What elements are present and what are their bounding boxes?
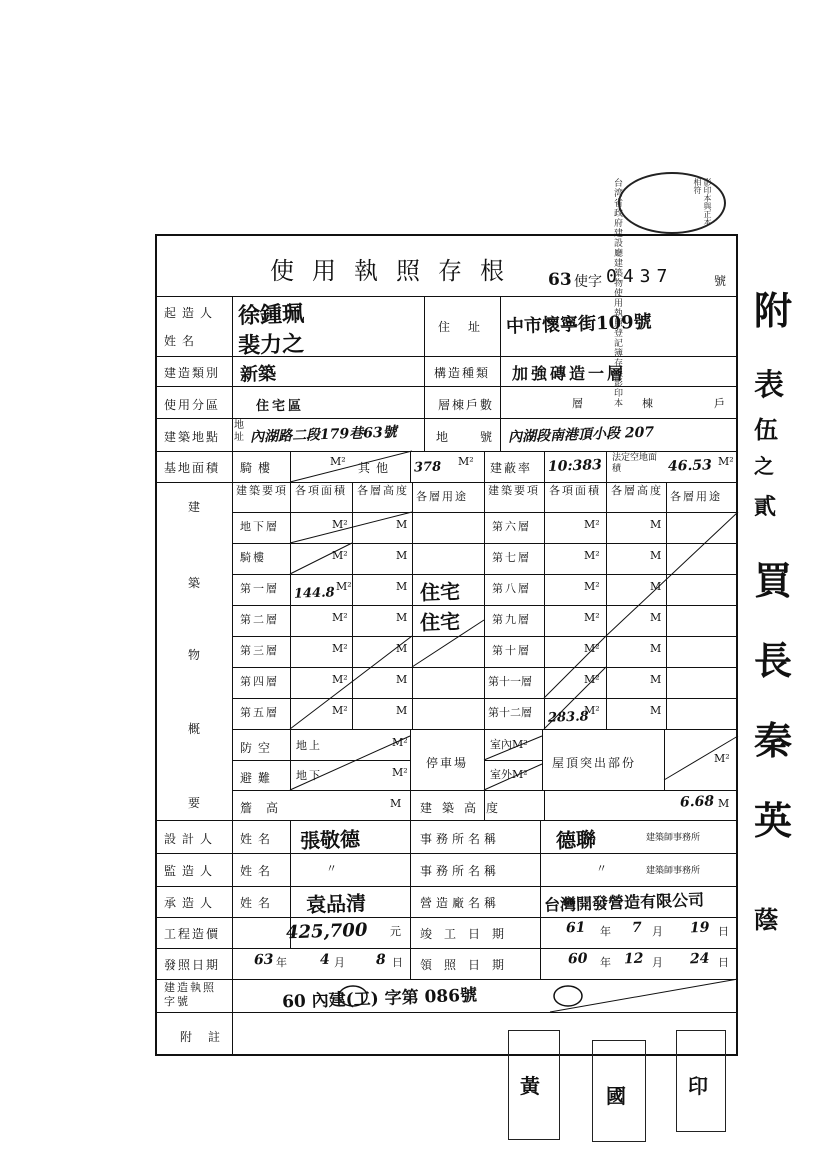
unit-m2: M² xyxy=(584,611,600,624)
label-month: 月 xyxy=(334,956,347,969)
structure-type: 加強磚造一層 xyxy=(512,364,627,383)
unit-m2: M² xyxy=(714,752,730,765)
unit-m2: M² xyxy=(392,766,408,779)
margin-char: 伍 xyxy=(754,415,778,444)
receive-day: 24 xyxy=(689,950,710,968)
unit-m2: M² xyxy=(584,518,600,531)
label-day: 日 xyxy=(718,956,731,969)
floor-label: 第四層 xyxy=(240,675,279,688)
col-area: 各項面積 xyxy=(295,484,347,497)
label-supervisor: 監造人 xyxy=(164,864,219,878)
label-coverage: 建蔽率 xyxy=(490,461,533,475)
margin-char: 買 xyxy=(754,558,793,603)
margin-char: 長 xyxy=(754,638,793,683)
margin-char: 附 xyxy=(754,288,793,333)
floor-label: 第十層 xyxy=(492,644,531,657)
label-day: 日 xyxy=(392,956,405,969)
floor-label: 第九層 xyxy=(492,613,531,626)
label-name: 姓名 xyxy=(240,864,277,878)
label-eaves: 簷高 xyxy=(240,801,293,815)
label-rooftop: 屋頂突出部份 xyxy=(552,756,637,770)
completion-day: 19 xyxy=(689,919,710,937)
issue-day: 8 xyxy=(375,951,387,969)
cost: 425,700 xyxy=(285,919,368,944)
label-indoor: 室內M² xyxy=(490,738,528,751)
floor-label: 地下層 xyxy=(240,520,279,533)
permit-word: 使字 xyxy=(574,274,602,290)
builder-name-1: 徐鍾珮 xyxy=(237,300,305,330)
unit-m2: M² xyxy=(584,673,600,686)
margin-char: 表 xyxy=(754,368,784,403)
col-use: 各層用途 xyxy=(670,490,722,503)
label-name: 姓名 xyxy=(240,896,277,910)
col-height: 各層高度 xyxy=(357,484,409,497)
unit-m: M xyxy=(650,518,662,531)
use-second-floor: 住宅 xyxy=(419,609,461,635)
floor-label: 第八層 xyxy=(492,582,531,595)
building-height: 6.68 xyxy=(679,793,715,811)
page-title: 使用執照存根 xyxy=(270,257,522,285)
unit-m: M xyxy=(718,797,730,810)
unit-m2: M² xyxy=(330,455,346,468)
other-area: 378 xyxy=(413,459,442,476)
label-zoning: 使用分區 xyxy=(164,398,221,412)
col-item: 建築要項 xyxy=(488,484,540,497)
label-year: 年 xyxy=(600,925,613,938)
overview-char: 築 xyxy=(188,576,207,590)
margin-char: 蔭 xyxy=(754,905,778,934)
label-outdoor: 室外M² xyxy=(490,768,528,781)
label-issue-date: 發照日期 xyxy=(164,958,221,972)
label-office-name: 事務所名稱 xyxy=(420,832,501,846)
label-remarks: 附註 xyxy=(180,1030,237,1044)
unit-m: M xyxy=(396,549,408,562)
unit-m2: M² xyxy=(584,642,600,655)
label-name: 姓名 xyxy=(240,832,277,846)
col-use: 各層用途 xyxy=(416,490,468,503)
label-above: 地上 xyxy=(296,739,322,752)
zoning: 住宅區 xyxy=(256,399,305,414)
completion-month: 7 xyxy=(631,919,643,937)
unit-m2: M² xyxy=(332,518,348,531)
floor-label: 第五層 xyxy=(240,706,279,719)
label-site-address: 地址 xyxy=(234,420,246,443)
permit-number: 0437 xyxy=(606,266,674,287)
issue-month: 4 xyxy=(319,951,331,969)
label-structure-type: 構造種類 xyxy=(434,366,491,380)
label-evac: 避難 xyxy=(240,771,277,785)
permit-suffix: 號 xyxy=(714,274,727,288)
unit-m2: M² xyxy=(332,704,348,717)
unit-m: M xyxy=(650,580,662,593)
col-area: 各項面積 xyxy=(549,484,601,497)
supervisor-office-stamp: 建築師事務所 xyxy=(646,866,701,876)
designer-name: 張敬德 xyxy=(299,826,361,854)
unit-m: M xyxy=(650,642,662,655)
label-cost: 工程造價 xyxy=(164,927,221,941)
label-block: 棟 xyxy=(642,397,655,410)
label-parking: 停車場 xyxy=(426,756,469,770)
supervisor-office: 〃 xyxy=(596,862,609,875)
floor-label: 第一層 xyxy=(240,582,279,595)
top-floor-area: 283.8 xyxy=(547,709,589,726)
label-site-location: 建築地點 xyxy=(164,430,221,444)
label-building-type: 建造類別 xyxy=(164,366,221,380)
unit-m2: M² xyxy=(458,455,474,468)
receive-year: 60 xyxy=(567,950,588,968)
unit-m2: M² xyxy=(392,736,408,749)
margin-char: 秦 xyxy=(754,718,793,763)
unit-m: M xyxy=(390,797,402,810)
issue-year: 63 xyxy=(253,951,274,969)
side-stamp-text: 台湾省政府建設廳建築物使用執照登記簿存根影印本 xyxy=(612,178,622,408)
label-license-no: 建造執照字號 xyxy=(164,981,216,1008)
label-office-name: 事務所名稱 xyxy=(420,864,501,878)
label-year: 年 xyxy=(600,956,613,969)
floor-label: 第二層 xyxy=(240,613,279,626)
site-location: 內湖路二段179巷63號 xyxy=(249,424,397,446)
label-other: 其他 xyxy=(358,461,395,475)
unit-m: M xyxy=(396,518,408,531)
col-item: 建築要項 xyxy=(236,484,288,497)
use-first-floor: 住宅 xyxy=(419,579,461,605)
unit-m: M xyxy=(396,642,408,655)
label-shelter: 防空 xyxy=(240,741,277,755)
unit-m: M xyxy=(650,704,662,717)
floor-label: 第七層 xyxy=(492,551,531,564)
unit-m2: M² xyxy=(332,673,348,686)
receive-month: 12 xyxy=(623,950,644,968)
license-no: 60 內建(工) 字第 086號 xyxy=(281,985,478,1013)
unit-m2: M² xyxy=(332,549,348,562)
supervisor-name: 〃 xyxy=(326,862,339,875)
label-builder-name: 姓名 xyxy=(164,334,201,348)
unit-m2: M² xyxy=(584,704,600,717)
label-building-height: 建築高度 xyxy=(420,801,509,815)
label-day: 日 xyxy=(718,925,731,938)
floor-label: 第三層 xyxy=(240,644,279,657)
unit-m: M xyxy=(396,611,408,624)
floor-label: 第十二層 xyxy=(488,706,532,719)
unit-m2: M² xyxy=(332,611,348,624)
label-designer: 設計人 xyxy=(164,832,219,846)
contractor-name: 袁品清 xyxy=(305,890,367,918)
unit-m2: M² xyxy=(584,549,600,562)
first-floor-area: 144.8 xyxy=(293,585,335,602)
label-lot: 地 xyxy=(436,430,455,444)
label-floor: 層 xyxy=(572,397,585,410)
floor-label: 騎樓 xyxy=(240,551,266,564)
unit-yuan: 元 xyxy=(390,925,403,938)
bottom-seal-char: 印 xyxy=(688,1074,711,1098)
unit-m2: M² xyxy=(336,580,352,593)
margin-char: 貳 xyxy=(754,494,777,520)
label-month: 月 xyxy=(652,925,665,938)
label-builder: 起造人 xyxy=(164,306,219,320)
label-month: 月 xyxy=(652,956,665,969)
label-site-area: 基地面積 xyxy=(164,461,221,475)
label-below: 地下 xyxy=(296,769,322,782)
contractor-firm: 台灣開發營造有限公司 xyxy=(543,890,705,915)
label-household: 戶 xyxy=(714,397,727,410)
floor-label: 第十一層 xyxy=(488,675,532,688)
unit-m: M xyxy=(396,704,408,717)
label-number: 號 xyxy=(480,430,499,444)
label-contractor: 承造人 xyxy=(164,896,219,910)
unit-m2: M² xyxy=(718,455,734,468)
unit-m: M xyxy=(650,611,662,624)
bottom-seal-char: 國 xyxy=(606,1084,629,1108)
label-firm-name: 營造廠名稱 xyxy=(420,896,501,910)
label-address: 住址 xyxy=(438,320,499,334)
builder-address: 中市懷寧街109號 xyxy=(505,311,652,338)
lot-number: 內湖段南港頂小段 207 xyxy=(507,424,655,446)
legal-open-area: 46.53 xyxy=(667,457,713,475)
label-year: 年 xyxy=(276,956,289,969)
unit-m: M xyxy=(396,673,408,686)
label-completion: 竣工日期 xyxy=(420,927,517,941)
permit-year: 63 xyxy=(548,270,572,290)
overview-char: 建 xyxy=(188,500,207,514)
overview-char: 物 xyxy=(188,648,207,662)
label-legal-open: 法定空地面積 xyxy=(612,453,658,474)
designer-office-stamp: 建築師事務所 xyxy=(646,833,701,843)
label-arcade: 騎樓 xyxy=(240,461,277,475)
unit-m: M xyxy=(650,549,662,562)
seal-text: 影印本與正本相符 xyxy=(693,178,712,226)
unit-m2: M² xyxy=(584,580,600,593)
overview-char: 概 xyxy=(188,722,207,736)
completion-year: 61 xyxy=(565,919,586,937)
margin-char: 英 xyxy=(754,798,793,843)
label-receive-date: 領照日期 xyxy=(420,958,517,972)
unit-m2: M² xyxy=(332,642,348,655)
unit-m: M xyxy=(396,580,408,593)
floor-label: 第六層 xyxy=(492,520,531,533)
builder-name-2: 裴力之 xyxy=(237,330,305,360)
building-type: 新築 xyxy=(239,363,277,386)
col-height: 各層高度 xyxy=(611,484,663,497)
overview-char: 要 xyxy=(188,796,207,810)
bottom-seal-char: 黃 xyxy=(520,1074,543,1098)
unit-m: M xyxy=(650,673,662,686)
designer-office: 德聯 xyxy=(555,827,597,853)
label-floors-units: 層棟戶數 xyxy=(438,398,495,412)
coverage: 10:383 xyxy=(547,457,603,475)
margin-char: 之 xyxy=(754,454,774,478)
